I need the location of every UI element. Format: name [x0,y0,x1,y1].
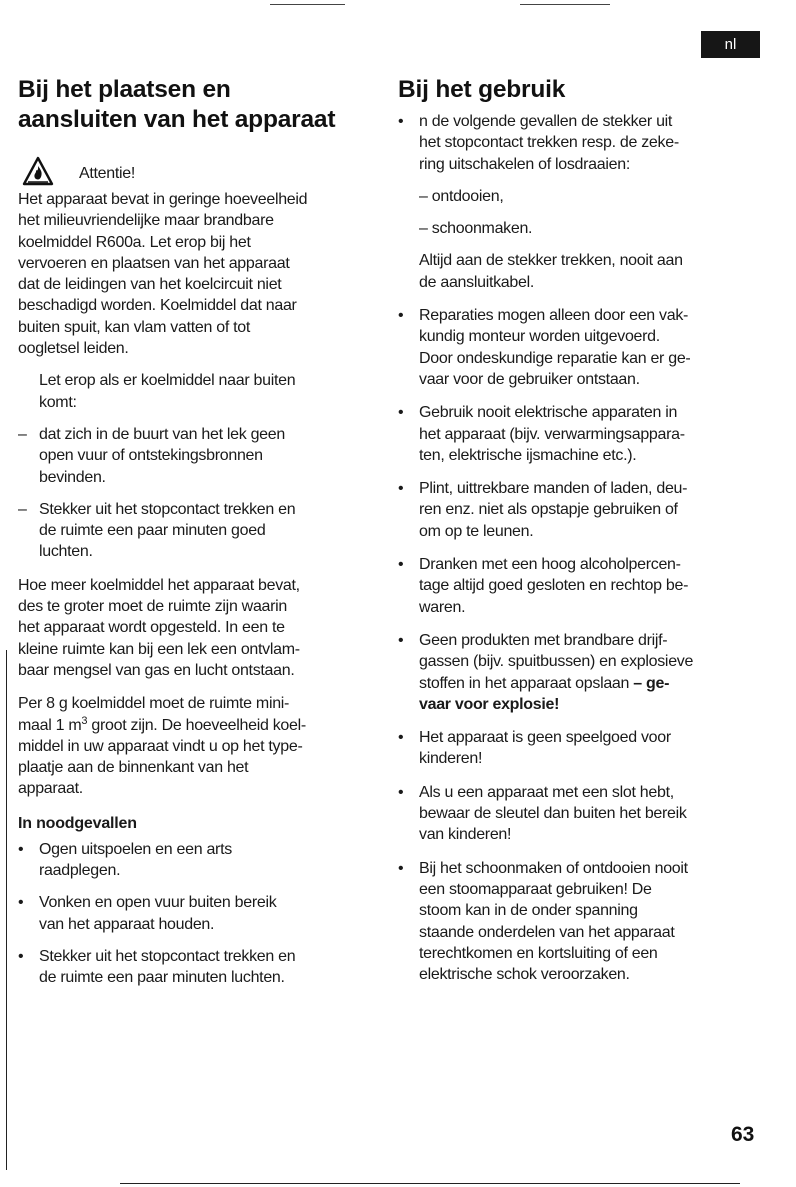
text-line: baar mengsel van gas en lucht ontstaan. [18,661,295,679]
text-line: van kinderen! [419,826,512,844]
text-line: het milieuvriendelijke maar brandbare [18,212,274,230]
right-column [398,75,768,985]
text-line: stoom kan in de onder spanning [419,902,638,920]
text-line: de ruimte een paar minuten luchten. [39,969,285,987]
text-line: ring uitschakelen of losdraaien: [419,155,630,173]
dash-mark: – [18,500,27,518]
text-line: Reparaties mogen alleen door een vak- [419,307,689,325]
text-line: Dranken met een hoog alcoholpercen- [419,556,681,574]
text-line: kundig monteur worden uitgevoerd. [419,328,660,346]
bullet-mark: • [398,729,404,747]
bullet-mark: • [398,307,404,325]
bullet-mark: • [18,894,24,912]
text-line: luchten. [39,543,93,561]
list-item [398,630,768,715]
scan-line [520,4,610,5]
margin-line [6,650,7,1170]
explosion-warning: vaar voor explosie! [419,695,560,713]
bullet-mark: • [18,947,24,965]
list-item [398,554,768,618]
paragraph-room-size [18,575,378,681]
bullet-mark: • [18,840,24,858]
list-item [398,402,768,466]
text-line: ten, elektrische ijsmachine etc.). [419,446,637,464]
bullet-mark: • [398,113,404,130]
list-item [398,305,768,390]
text-line: Gebruik nooit elektrische apparaten in [419,404,678,422]
text-line: vaar voor de gebruiker ontstaan. [419,370,640,388]
text-line: – ontdooien, [419,187,504,205]
list-item [398,478,768,542]
text-line: elektrische schok veroorzaken. [419,966,630,984]
text-line: bewaar de sleutel dan buiten het bereik [419,805,687,823]
text-line: buiten spuit, kan vlam vatten of tot [18,318,251,336]
attention-label: Attentie! [79,165,136,182]
text-line: raadplegen. [39,862,121,880]
text-line [18,715,378,736]
text-line: komt: [39,393,77,411]
list-item [18,424,378,488]
text-line: Altijd aan de stekker trekken, nooit aan [419,252,683,270]
text-line: dat zich in de buurt van het lek geen [39,425,285,443]
list-item [18,946,378,989]
list-item [398,782,768,846]
footer-rule [120,1183,740,1184]
leak-note [18,370,378,413]
text-line: – schoonmaken. [419,220,533,238]
list-item [18,499,378,563]
text-line: Let erop als er koelmiddel naar buiten [39,372,296,390]
text-fragment: stoffen in het apparaat opslaan [419,674,634,692]
text-line: dat de leidingen van het koelcircuit niet [18,276,282,294]
text-line: Stekker uit het stopcontact trekken en [39,500,296,518]
text-line: kinderen! [419,750,483,768]
text-line: koelmiddel R600a. Let erop bij het [18,233,251,251]
text-line: Per 8 g koelmiddel moet de ruimte mini- [18,695,290,713]
text-line: bevinden. [39,468,106,486]
text-line: terechtkomen en kortsluiting of een [419,944,658,962]
text-line: apparaat. [18,780,83,798]
text-line: middel in uw apparaat vindt u op het type- [18,737,303,755]
text-line: de ruimte een paar minuten goed [39,522,266,540]
text-line: des te groter moet de ruimte zijn waarin [18,598,288,616]
language-tab-label: nl [724,36,737,53]
text-line: kleine ruimte kan bij een lek een ontvlam- [18,640,300,658]
text-line: Als u een apparaat met een slot hebt, [419,783,674,801]
text-line: Bij het schoonmaken of ontdooien nooit [419,859,688,877]
text-line: Vonken en open vuur buiten bereik [39,894,277,912]
text-line: gassen (bijv. spuitbussen) en explosieve [419,653,694,671]
paragraph-refrigerant [18,189,378,359]
text-line: tage altijd goed gesloten en rechtop be- [419,577,689,595]
text-line: Het apparaat is geen speelgoed voor [419,729,671,747]
text-line: open vuur of ontstekingsbronnen [39,447,263,465]
text-line [419,673,768,694]
paragraph-refrigerant-volume [18,693,378,799]
text-line: Door ondeskundige reparatie kan er ge- [419,349,691,367]
text-line: Ogen uitspoelen en een arts [39,840,232,858]
section-heading-usage: Bij het gebruik [398,76,566,103]
text-line: een stoomapparaat gebruiken! De [419,880,652,898]
text-fragment: maal 1 m [18,716,82,734]
bullet-mark: • [398,631,404,649]
text-line [419,694,768,715]
list-item [398,727,768,770]
superscript: 3 [81,714,88,727]
flammable-warning-icon [22,156,54,186]
attention-notice [22,148,378,186]
text-line: oogletsel leiden. [18,340,129,358]
heading-line: aansluiten van het apparaat [18,106,336,133]
text-line: Stekker uit het stopcontact trekken en [39,947,296,965]
text-line: n de volgende gevallen de stekker uit [419,113,673,130]
section-heading-installation [18,75,378,135]
text-line: Plint, uittrekbare manden of laden, deu- [419,480,688,498]
emergency-heading: In noodgevallen [18,814,137,832]
text-line: het stopcontact trekken resp. de zeke- [419,134,679,152]
text-line: het apparaat wordt opgesteld. In een te [18,619,285,637]
text-line: om op te leunen. [419,522,534,540]
text-line: plaatje aan de binnenkant van het [18,759,249,777]
text-line: het apparaat (bijv. verwarmingsappara- [419,425,685,443]
bullet-mark: • [398,480,404,498]
bullet-mark: • [398,404,404,422]
bullet-mark: • [398,783,404,801]
explosion-warning: – ge- [633,674,670,692]
page-number: 63 [731,1123,755,1146]
text-fragment: groot zijn. De hoeveelheid koel- [87,716,306,734]
list-item [18,892,378,935]
text-line: ren enz. niet als opstapje gebruiken of [419,501,678,519]
text-line: Het apparaat bevat in geringe hoeveelheid [18,191,308,208]
left-column [18,75,378,989]
text-line: staande onderdelen van het apparaat [419,923,675,941]
list-item [398,111,768,293]
text-line: vervoeren en plaatsen van het apparaat [18,254,290,272]
bullet-mark: • [398,556,404,574]
text-line: Hoe meer koelmiddel het apparaat bevat, [18,576,300,594]
list-item [398,858,768,986]
scan-line [270,4,345,5]
heading-line: Bij het plaatsen en [18,76,231,103]
text-line: Geen produkten met brandbare drijf- [419,631,668,649]
text-line: van het apparaat houden. [39,915,215,933]
dash-mark: – [18,425,27,443]
text-line: waren. [419,598,466,616]
bullet-mark: • [398,859,404,877]
text-line: de aansluitkabel. [419,273,534,291]
text-line: beschadigd worden. Koelmiddel dat naar [18,297,297,315]
list-item [18,839,378,882]
language-tab [701,31,760,58]
